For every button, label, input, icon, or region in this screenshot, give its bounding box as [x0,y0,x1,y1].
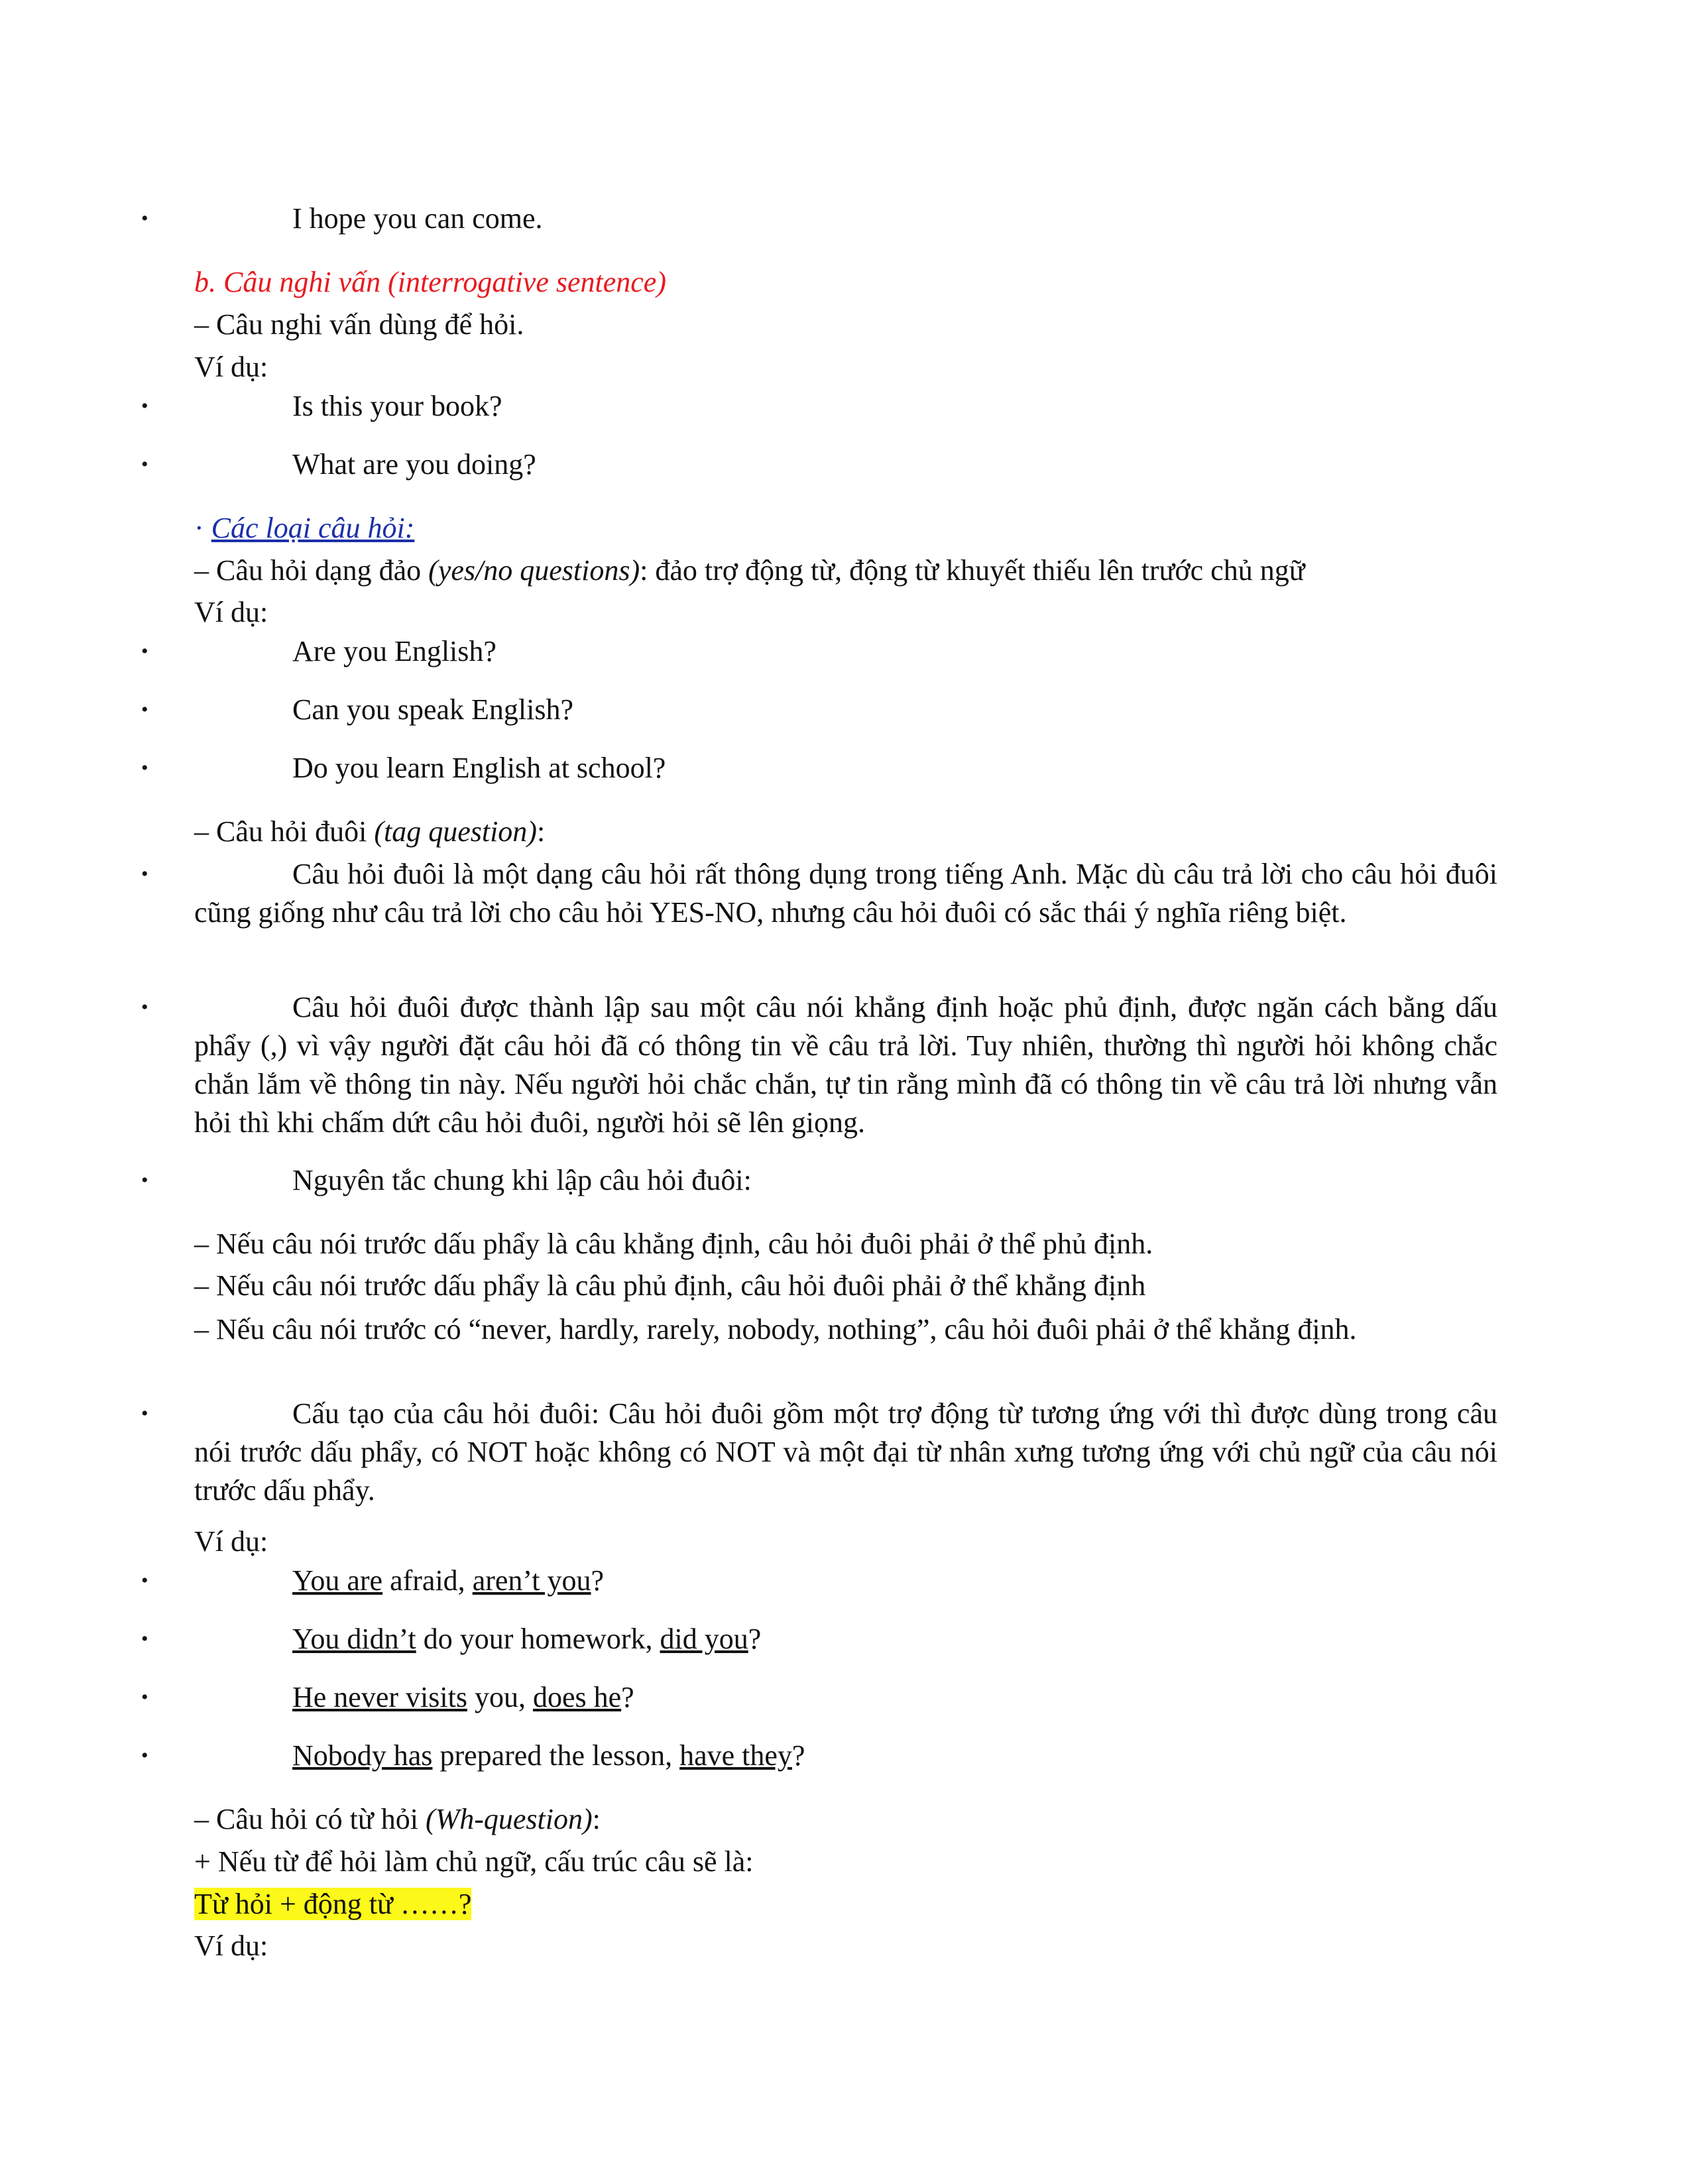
bullet-icon: • [141,1686,148,1708]
rule-text: – Nếu câu nói trước dấu phẩy là câu phủ định, câu hỏi đuôi phải ở thể khẳng định [194,1269,1146,1302]
rule-text: – Nếu câu nói trước dấu phẩy là câu khẳng định, câu hỏi đuôi phải ở thể phủ định. [194,1228,1153,1260]
example-tag: does he [532,1681,622,1713]
paragraph [194,1308,1497,1351]
example-end: ? [791,1739,805,1772]
section-title: b. Câu nghi vấn (interrogative sentence) [194,266,666,298]
example-label: Ví dụ: [194,351,268,383]
subsection-title: Các loại câu hỏi: [211,512,415,544]
bullet-icon: • [141,207,148,229]
definition-text: – Câu nghi vấn dùng để hỏi. [194,308,524,341]
example-tag: did you [660,1623,748,1655]
bullet-icon: • [141,395,148,417]
example-middle: you, [467,1681,533,1713]
example-sentence: Are you English? [292,635,496,667]
example-sentence: Do you learn English at school? [292,752,666,784]
wh-intro: – Câu hỏi có từ hỏi [194,1803,418,1835]
paragraph-text: Câu hỏi đuôi được thành lập sau một câu nói khẳng định hoặc phủ định, được ngăn cách bằng dấu phẩy (,) vì vậy người đặt câu hỏi đã có thông tin về câu trả lời. Tuy nhiên, thường thì người hỏi không chắc chắn lắm về thông tin này. Nếu người hỏi chắc chắn, tự tin rằng mình đã có thông tin về câu trả lời nhưng vẫn hỏi thì khi chấm dứt câu hỏi đuôi, người hỏi sẽ lên giọng. [194,991,1497,1139]
wh-colon: : [592,1803,601,1835]
bullet-icon: • [141,1169,148,1191]
example-label: Ví dụ: [194,596,268,628]
example-sentence: What are you doing? [292,448,536,481]
rule-text: – Nếu câu nói trước có “never, hardly, rarely, nobody, nothing”, câu hỏi đuôi phải ở thể khẳng định. [194,1313,1357,1346]
yesno-intro: – Câu hỏi dạng đảo [194,554,422,587]
middle-dot-icon: · [194,512,204,544]
tag-colon: : [536,815,546,848]
wh-term: (Wh-question) [425,1803,593,1835]
bullet-icon: • [141,1403,148,1424]
example-middle: do your homework, [416,1623,660,1655]
example-tag: have they [679,1739,792,1772]
bullet-icon: • [141,863,148,885]
example-end: ? [591,1564,605,1597]
example-subject: You are [292,1564,383,1597]
example-sentence: Can you speak English? [292,693,574,726]
example-middle: afraid, [382,1564,473,1597]
bullet-icon: • [141,699,148,720]
example-subject: He never visits [292,1681,467,1713]
bullet-icon: • [141,996,148,1018]
yesno-term: (yes/no questions) [428,554,640,587]
example-tag: aren’t you [472,1564,591,1597]
rules-title: Nguyên tắc chung khi lập câu hỏi đuôi: [292,1164,752,1196]
paragraph-text: Cấu tạo của câu hỏi đuôi: Câu hỏi đuôi gồm một trợ động từ tương ứng với thì được dùng trong câu nói trước dấu phẩy, có NOT hoặc không có NOT và một đại từ nhân xưng tương ứng với chủ ngữ của câu nói trước dấu phẩy. [194,1397,1497,1507]
tag-term: (tag question) [374,815,537,848]
example-middle: prepared the lesson, [432,1739,680,1772]
yesno-description: : đảo trợ động từ, động từ khuyết thiếu lên trước chủ ngữ [640,554,1305,587]
tag-intro: – Câu hỏi đuôi [194,815,367,848]
example-label: Ví dụ: [194,1929,268,1962]
example-subject: You didn’t [292,1623,416,1655]
wh-subject-rule: + Nếu từ để hỏi làm chủ ngữ, cấu trúc câu sẽ là: [194,1845,754,1878]
list-item-paragraph [194,1395,1497,1510]
example-label: Ví dụ: [194,1525,268,1558]
list-item-paragraph [194,988,1497,1142]
bullet-icon: • [141,1745,148,1766]
bullet-icon: • [141,757,148,779]
example-subject: Nobody has [292,1739,433,1772]
example-sentence: Is this your book? [292,390,502,422]
paragraph-text: Câu hỏi đuôi là một dạng câu hỏi rất thông dụng trong tiếng Anh. Mặc dù câu trả lời cho câu hỏi đuôi cũng giống như câu trả lời cho câu hỏi YES-NO, nhưng câu hỏi đuôi có sắc thái ý nghĩa riêng biệt. [194,858,1497,929]
bullet-icon: • [141,453,148,475]
bullet-icon: • [141,640,148,662]
bullet-icon: • [141,1570,148,1591]
example-end: ? [748,1623,762,1655]
example-sentence: I hope you can come. [292,202,543,235]
list-item-paragraph [194,855,1497,932]
bullet-icon: • [141,1628,148,1650]
example-end: ? [621,1681,634,1713]
highlighted-formula: Từ hỏi + động từ ……? [194,1888,472,1920]
